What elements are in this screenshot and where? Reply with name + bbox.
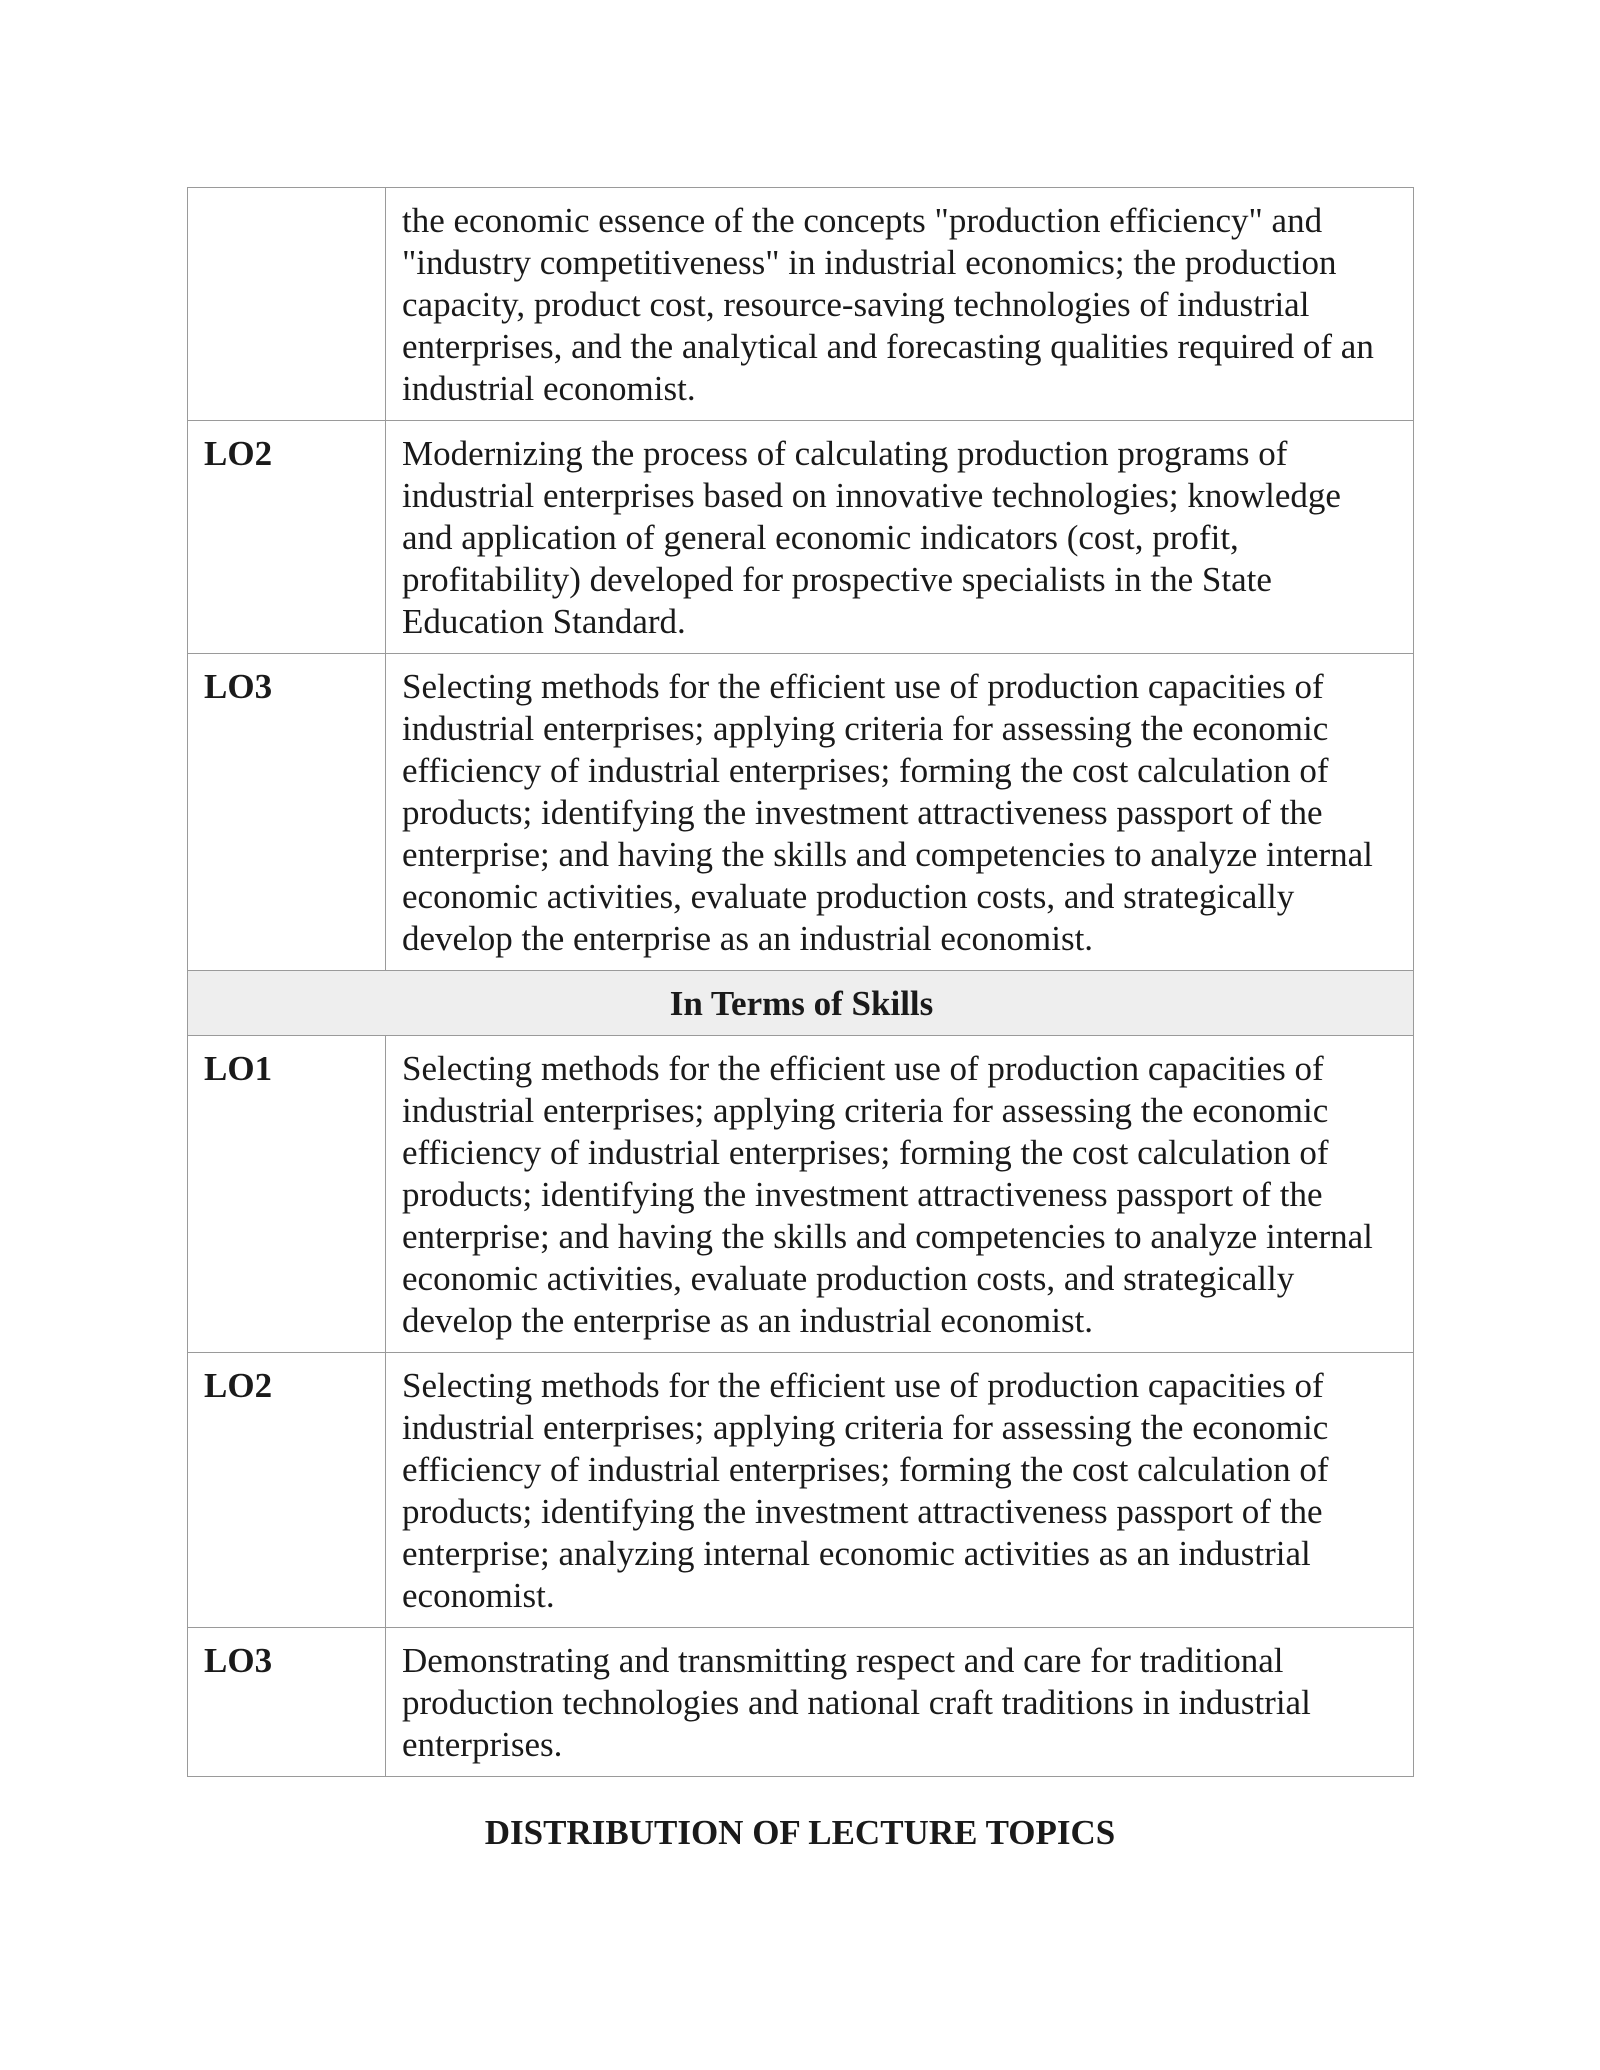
outcome-code: LO3: [188, 654, 386, 971]
outcome-description: the economic essence of the concepts "production efficiency" and "industry competitiveness" in industrial economics; the production capacity, product cost, resource-saving technologies of industrial enterprises, and the analytical and forecasting qualities required of an industrial economist.: [386, 188, 1414, 421]
table-row: [188, 1036, 1414, 1353]
outcome-code: LO1: [188, 1036, 386, 1353]
outcome-description: Selecting methods for the efficient use of production capacities of industrial enterprises; applying criteria for assessing the economic efficiency of industrial enterprises; forming the cost calculation of products; identifying the investment attractiveness passport of the enterprise; and having the skills and competencies to analyze internal economic activities, evaluate production costs, and strategically develop the enterprise as an industrial economist.: [386, 1036, 1414, 1353]
section-row: [188, 971, 1414, 1036]
table-row: [188, 188, 1414, 421]
table-row: [188, 421, 1414, 654]
table-row: [188, 654, 1414, 971]
table-row: [188, 1353, 1414, 1628]
outcome-description: Selecting methods for the efficient use of production capacities of industrial enterprises; applying criteria for assessing the economic efficiency of industrial enterprises; forming the cost calculation of products; identifying the investment attractiveness passport of the enterprise; and having the skills and competencies to analyze internal economic activities, evaluate production costs, and strategically develop the enterprise as an industrial economist.: [386, 654, 1414, 971]
section-title: DISTRIBUTION OF LECTURE TOPICS: [484, 1813, 1116, 1852]
outcome-code: [188, 188, 386, 421]
table-row: [188, 1628, 1414, 1777]
outcome-description: Demonstrating and transmitting respect and care for traditional production technologies and national craft traditions in industrial enterprises.: [386, 1628, 1414, 1777]
outcome-code: LO3: [188, 1628, 386, 1777]
section-heading: In Terms of Skills: [188, 971, 1414, 1036]
learning-outcomes-table: [187, 187, 1414, 1777]
document-page: [187, 187, 1413, 1777]
outcome-description: Modernizing the process of calculating production programs of industrial enterprises based on innovative technologies; knowledge and application of general economic indicators (cost, profit, profitability) developed for prospective specialists in the State Education Standard.: [386, 421, 1414, 654]
outcome-description: Selecting methods for the efficient use of production capacities of industrial enterprises; applying criteria for assessing the economic efficiency of industrial enterprises; forming the cost calculation of products; identifying the investment attractiveness passport of the enterprise; analyzing internal economic activities as an industrial economist.: [386, 1353, 1414, 1628]
outcome-code: LO2: [188, 421, 386, 654]
outcome-code: LO2: [188, 1353, 386, 1628]
